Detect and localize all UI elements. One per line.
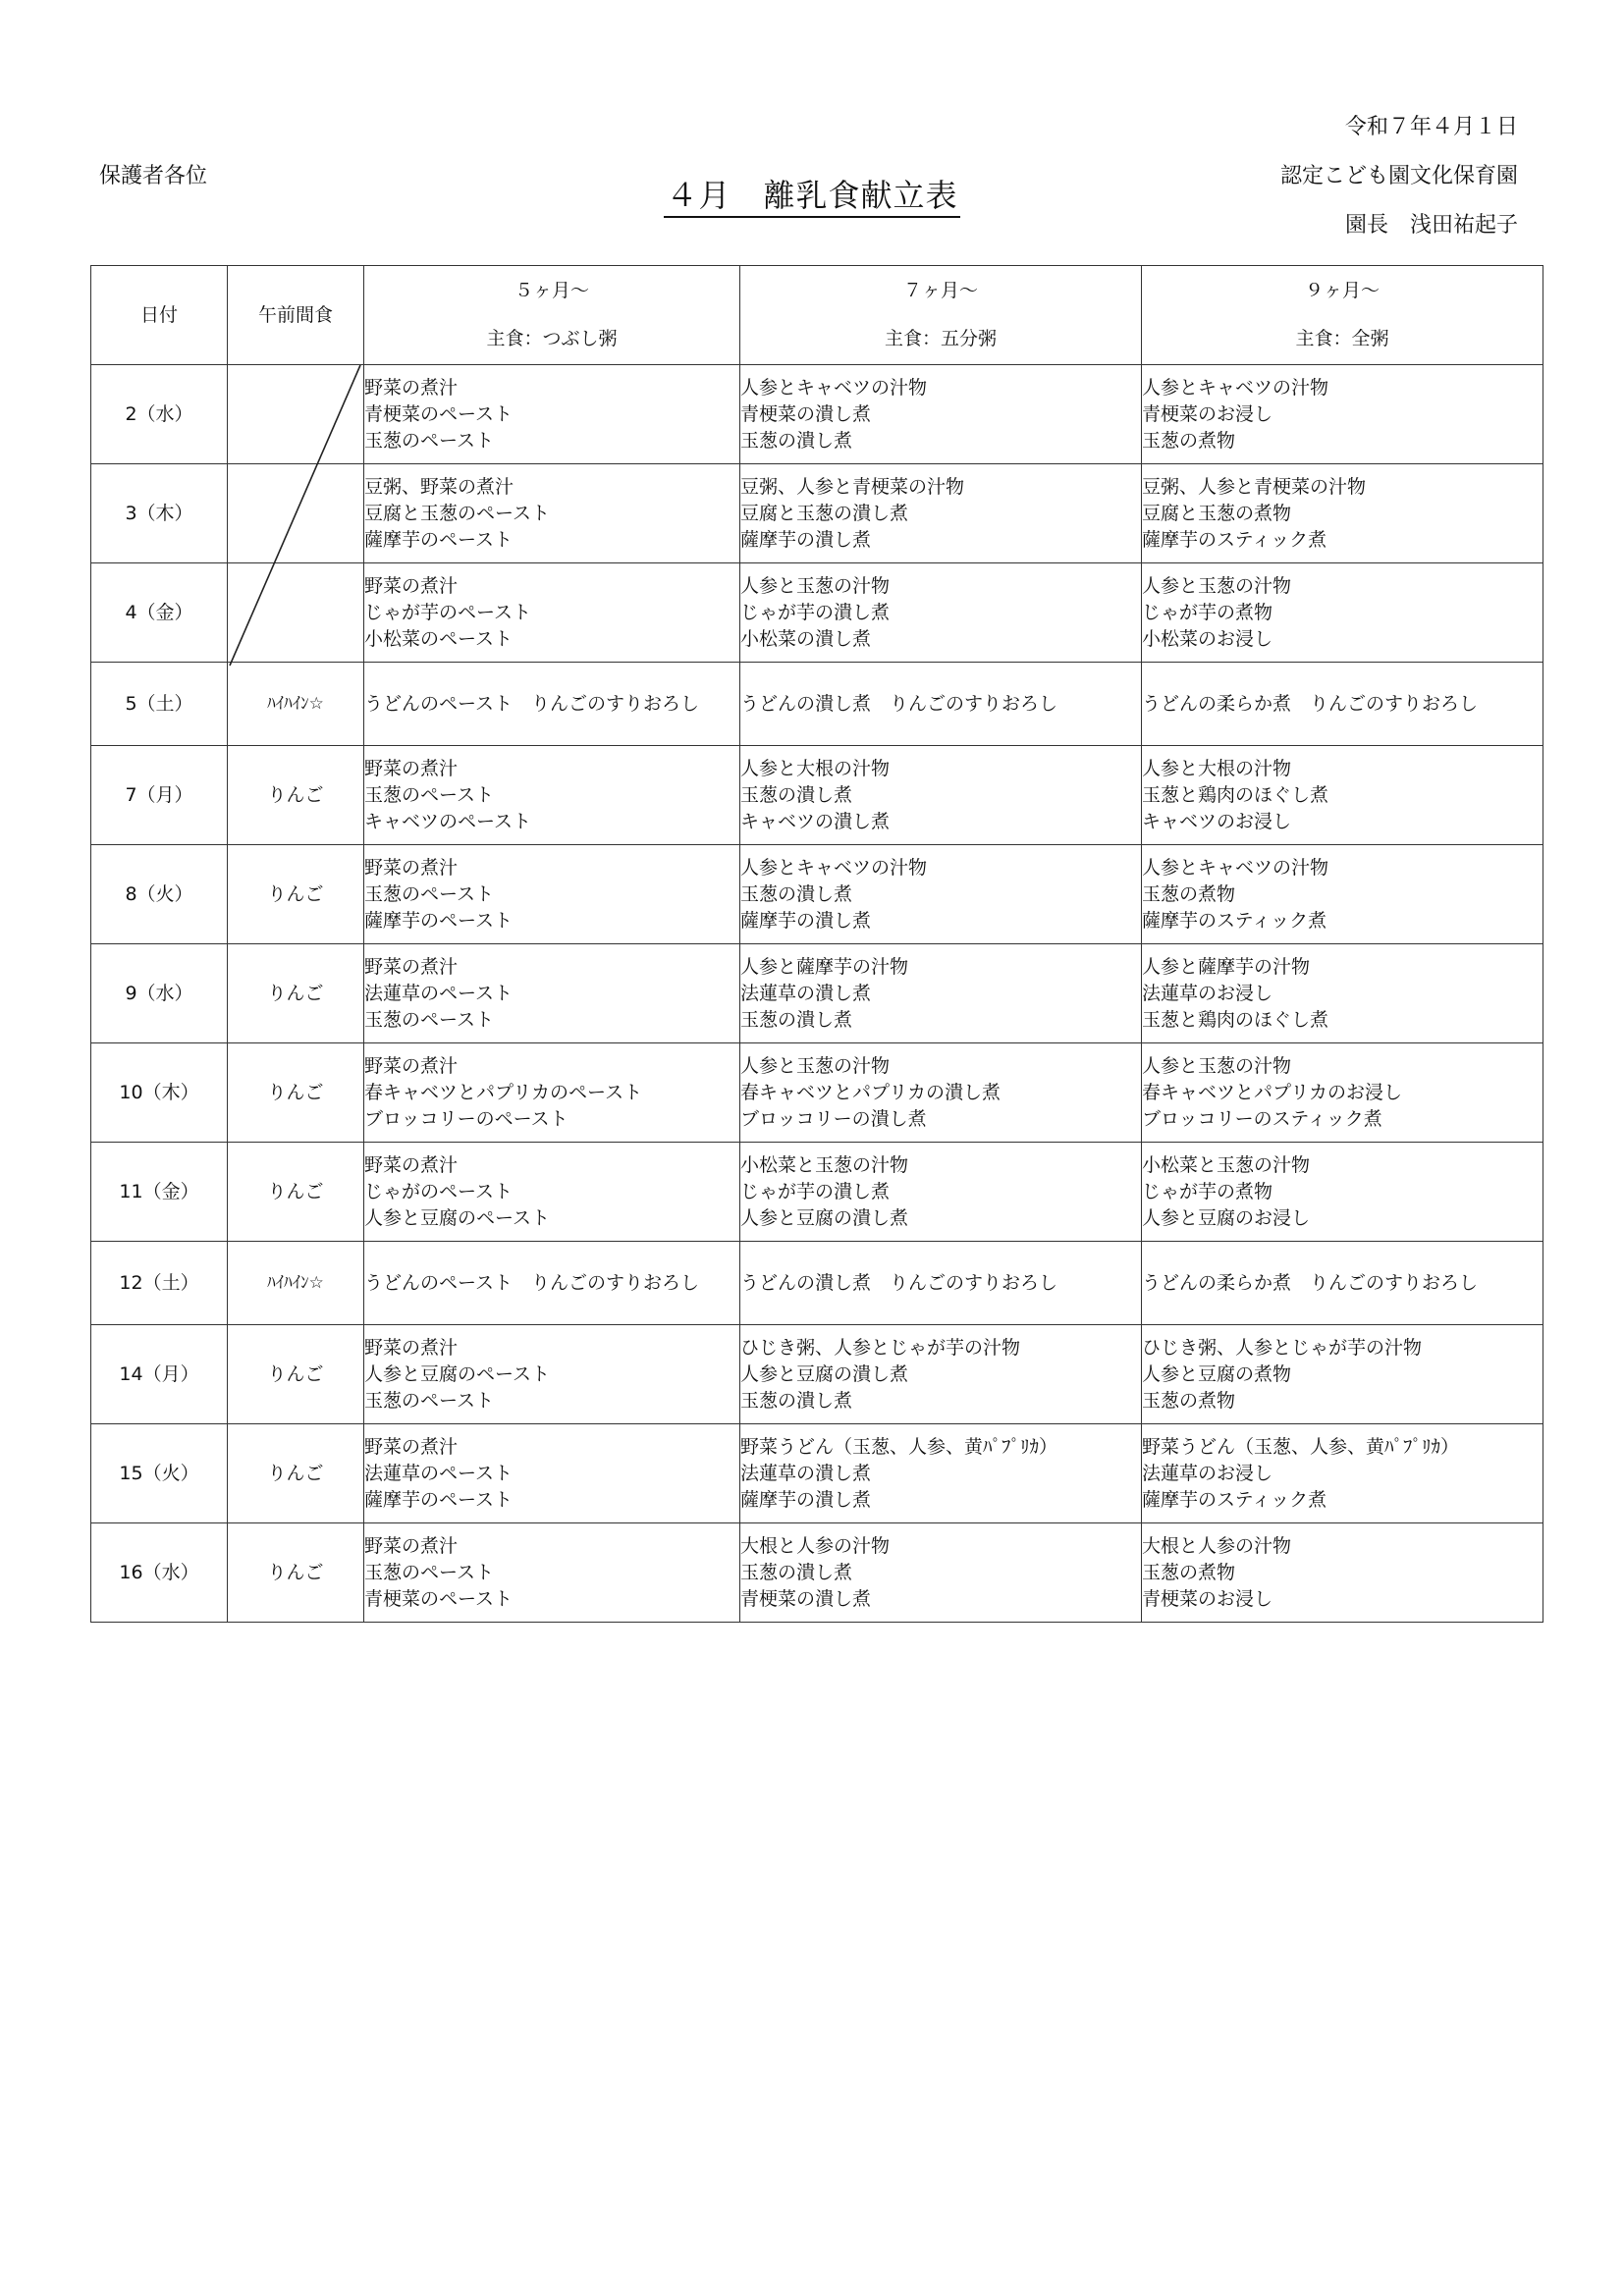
column-header-9-months bbox=[1142, 266, 1543, 365]
meal-item: 玉葱の潰し煮 bbox=[740, 1561, 853, 1583]
meal-item: 人参と薩摩芋の汁物 bbox=[1142, 955, 1311, 978]
meal-item: 豆腐と玉葱のペースト bbox=[364, 502, 551, 524]
meal-item: 青梗菜のペースト bbox=[364, 402, 514, 425]
page-title-wrapper bbox=[0, 171, 1624, 216]
row-date: 16（水） bbox=[91, 1523, 228, 1623]
meal-cell-m9 bbox=[1142, 1325, 1543, 1424]
meal-cell-m5 bbox=[364, 365, 740, 464]
meal-item: 人参と豆腐の潰し煮 bbox=[740, 1362, 909, 1385]
meal-cell-m7 bbox=[740, 365, 1142, 464]
column-header-5-months bbox=[364, 266, 740, 365]
meal-item: うどんのペースト りんごのすりおろし bbox=[364, 692, 700, 715]
meal-item: 春キャベツとパプリカの潰し煮 bbox=[740, 1081, 1001, 1103]
meal-item: 豆粥、野菜の煮汁 bbox=[364, 475, 514, 498]
meal-item: 法蓮草のペースト bbox=[364, 1462, 514, 1484]
meal-item: 人参とキャベツの汁物 bbox=[740, 376, 928, 399]
principal-name: 園長 浅田祐起子 bbox=[1344, 213, 1518, 238]
meal-item: ブロッコリーのペースト bbox=[364, 1107, 568, 1130]
meal-item: うどんの柔らか煮 りんごのすりおろし bbox=[1142, 692, 1479, 715]
meal-item: 玉葱のペースト bbox=[364, 429, 495, 452]
meal-cell-m7 bbox=[740, 1523, 1142, 1623]
no-snack-slash bbox=[227, 363, 363, 667]
table-header-row bbox=[91, 266, 1543, 365]
meal-cell-m7 bbox=[740, 944, 1142, 1043]
meal-item: 薩摩芋のペースト bbox=[364, 1488, 514, 1511]
meal-cell-m5 bbox=[364, 1424, 740, 1523]
meal-cell-m9 bbox=[1142, 746, 1543, 845]
meal-item: じゃが芋のペースト bbox=[364, 601, 532, 623]
meal-item: 法蓮草のお浸し bbox=[1142, 982, 1273, 1004]
meal-cell-m5 bbox=[364, 563, 740, 663]
row-date: 15（火） bbox=[91, 1424, 228, 1523]
meal-cell-m9 bbox=[1142, 1523, 1543, 1623]
meal-item: 人参と薩摩芋の汁物 bbox=[740, 955, 909, 978]
meal-item: 玉葱の煮物 bbox=[1142, 429, 1236, 452]
row-snack: ﾊｲﾊｲﾝ☆ bbox=[228, 1242, 364, 1325]
meal-item: キャベツのお浸し bbox=[1142, 810, 1292, 832]
meal-cell-m7 bbox=[740, 1043, 1142, 1143]
meal-cell-m7 bbox=[740, 1143, 1142, 1242]
meal-item: 玉葱のペースト bbox=[364, 1008, 495, 1031]
stage-age-label: ５ヶ月～ bbox=[514, 280, 589, 301]
table-row bbox=[91, 746, 1543, 845]
row-date: 8（火） bbox=[91, 845, 228, 944]
row-date: 4（金） bbox=[91, 563, 228, 663]
meal-item: 薩摩芋のスティック煮 bbox=[1142, 909, 1327, 932]
meal-item: 青梗菜の潰し煮 bbox=[740, 402, 872, 425]
meal-cell-m5 bbox=[364, 464, 740, 563]
meal-item: 玉葱と鶏肉のほぐし煮 bbox=[1142, 1008, 1329, 1031]
meal-item: 人参と豆腐のペースト bbox=[364, 1362, 551, 1385]
meal-item: 人参と豆腐の煮物 bbox=[1142, 1362, 1292, 1385]
meal-cell-m5 bbox=[364, 1523, 740, 1623]
meal-item: 人参とキャベツの汁物 bbox=[1142, 856, 1329, 879]
meal-item: 春キャベツとパプリカのお浸し bbox=[1142, 1081, 1403, 1103]
meal-cell-m9 bbox=[1142, 1043, 1543, 1143]
meal-item: 野菜の煮汁 bbox=[364, 1534, 459, 1557]
meal-cell-m7 bbox=[740, 563, 1142, 663]
row-snack: りんご bbox=[228, 1325, 364, 1424]
meal-cell-m7 bbox=[740, 1325, 1142, 1424]
meal-item: 人参と大根の汁物 bbox=[740, 757, 891, 779]
row-snack: りんご bbox=[228, 1523, 364, 1623]
meal-item: 薩摩芋のペースト bbox=[364, 528, 514, 551]
table-row bbox=[91, 944, 1543, 1043]
meal-cell-m9 bbox=[1142, 1242, 1543, 1325]
meal-item: 人参と豆腐の潰し煮 bbox=[740, 1206, 909, 1229]
meal-item: 野菜うどん（玉葱、人参、黄ﾊﾟﾌﾟﾘｶ） bbox=[740, 1435, 1058, 1458]
table-row bbox=[91, 845, 1543, 944]
meal-item: ひじき粥、人参とじゃが芋の汁物 bbox=[1142, 1336, 1423, 1359]
meal-cell-m5 bbox=[364, 746, 740, 845]
meal-item: 玉葱のペースト bbox=[364, 1389, 495, 1412]
table-row bbox=[91, 1325, 1543, 1424]
meal-item: 人参と豆腐のペースト bbox=[364, 1206, 551, 1229]
stage-age-label: ７ヶ月～ bbox=[902, 280, 978, 301]
stage-staple-label: 主食：五分粥 bbox=[884, 328, 997, 349]
meal-item: じゃが芋の潰し煮 bbox=[740, 601, 891, 623]
meal-item: 法蓮草の潰し煮 bbox=[740, 982, 872, 1004]
meal-cell-m7 bbox=[740, 1424, 1142, 1523]
meal-item: じゃが芋の煮物 bbox=[1142, 1180, 1273, 1202]
meal-item: 豆粥、人参と青梗菜の汁物 bbox=[1142, 475, 1367, 498]
stage-staple-label: 主食：つぶし粥 bbox=[486, 328, 618, 349]
row-snack: りんご bbox=[228, 944, 364, 1043]
meal-item: 青梗菜のお浸し bbox=[1142, 1587, 1273, 1610]
row-snack: りんご bbox=[228, 1143, 364, 1242]
meal-item: 豆粥、人参と青梗菜の汁物 bbox=[740, 475, 965, 498]
meal-item: 玉葱の潰し煮 bbox=[740, 783, 853, 806]
meal-item: 大根と人参の汁物 bbox=[1142, 1534, 1292, 1557]
table-row bbox=[91, 1043, 1543, 1143]
meal-cell-m7 bbox=[740, 663, 1142, 746]
meal-cell-m5 bbox=[364, 1325, 740, 1424]
meal-item: ブロッコリーのスティック煮 bbox=[1142, 1107, 1382, 1130]
meal-item: 薩摩芋の潰し煮 bbox=[740, 1488, 872, 1511]
meal-item: 大根と人参の汁物 bbox=[740, 1534, 891, 1557]
page-title: ４月 離乳食献立表 bbox=[664, 177, 959, 218]
meal-item: 薩摩芋の潰し煮 bbox=[740, 909, 872, 932]
column-header-date: 日付 bbox=[91, 266, 228, 365]
meal-cell-m9 bbox=[1142, 563, 1543, 663]
meal-item: 青梗菜の潰し煮 bbox=[740, 1587, 872, 1610]
row-date: 10（木） bbox=[91, 1043, 228, 1143]
meal-item: 野菜の煮汁 bbox=[364, 1054, 459, 1077]
meal-item: 薩摩芋のスティック煮 bbox=[1142, 1488, 1327, 1511]
meal-item: 野菜の煮汁 bbox=[364, 955, 459, 978]
meal-item: 玉葱の煮物 bbox=[1142, 1389, 1236, 1412]
meal-item: じゃがのペースト bbox=[364, 1180, 514, 1202]
meal-cell-m9 bbox=[1142, 1143, 1543, 1242]
meal-item: 野菜の煮汁 bbox=[364, 376, 459, 399]
meal-item: うどんの柔らか煮 りんごのすりおろし bbox=[1142, 1271, 1479, 1294]
meal-item: キャベツの潰し煮 bbox=[740, 810, 891, 832]
meal-cell-m5 bbox=[364, 845, 740, 944]
row-date: 9（水） bbox=[91, 944, 228, 1043]
meal-item: 小松菜のお浸し bbox=[1142, 627, 1273, 650]
meal-item: 玉葱の潰し煮 bbox=[740, 429, 853, 452]
meal-cell-m9 bbox=[1142, 464, 1543, 563]
row-snack: ﾊｲﾊｲﾝ☆ bbox=[228, 663, 364, 746]
meal-item: 青梗菜のお浸し bbox=[1142, 402, 1273, 425]
meal-item: 玉葱のペースト bbox=[364, 1561, 495, 1583]
meal-item: 玉葱のペースト bbox=[364, 882, 495, 905]
meal-item: 人参と玉葱の汁物 bbox=[1142, 1054, 1292, 1077]
school-name: 認定こども園文化保育園 bbox=[1279, 164, 1518, 188]
meal-item: 青梗菜のペースト bbox=[364, 1587, 514, 1610]
meal-cell-m9 bbox=[1142, 845, 1543, 944]
meal-item: じゃが芋の煮物 bbox=[1142, 601, 1273, 623]
meal-item: キャベツのペースト bbox=[364, 810, 532, 832]
meal-item: 野菜の煮汁 bbox=[364, 1435, 459, 1458]
row-snack: りんご bbox=[228, 746, 364, 845]
meal-item: 野菜の煮汁 bbox=[364, 1153, 459, 1176]
meal-item: 春キャベツとパプリカのペースト bbox=[364, 1081, 643, 1103]
meal-cell-m7 bbox=[740, 464, 1142, 563]
meal-cell-m7 bbox=[740, 1242, 1142, 1325]
meal-cell-m9 bbox=[1142, 944, 1543, 1043]
meal-item: 法蓮草のペースト bbox=[364, 982, 514, 1004]
meal-item: じゃが芋の潰し煮 bbox=[740, 1180, 891, 1202]
meal-item: 玉葱の煮物 bbox=[1142, 1561, 1236, 1583]
column-header-snack: 午前間食 bbox=[228, 266, 364, 365]
row-date: 5（土） bbox=[91, 663, 228, 746]
row-date: 14（月） bbox=[91, 1325, 228, 1424]
meal-item: 薩摩芋のペースト bbox=[364, 909, 514, 932]
table-row bbox=[91, 1424, 1543, 1523]
meal-item: 玉葱の潰し煮 bbox=[740, 1008, 853, 1031]
table-row bbox=[91, 663, 1543, 746]
meal-cell-m9 bbox=[1142, 1424, 1543, 1523]
meal-item: 小松菜のペースト bbox=[364, 627, 514, 650]
meal-item: うどんのペースト りんごのすりおろし bbox=[364, 1271, 700, 1294]
meal-item: うどんの潰し煮 りんごのすりおろし bbox=[740, 1271, 1058, 1294]
meal-item: 人参と豆腐のお浸し bbox=[1142, 1206, 1311, 1229]
meal-item: 野菜うどん（玉葱、人参、黄ﾊﾟﾌﾟﾘｶ） bbox=[1142, 1435, 1460, 1458]
table-row bbox=[91, 1523, 1543, 1623]
meal-item: 野菜の煮汁 bbox=[364, 574, 459, 597]
meal-cell-m5 bbox=[364, 1143, 740, 1242]
column-header-7-months bbox=[740, 266, 1142, 365]
recipient-greeting: 保護者各位 bbox=[99, 164, 208, 188]
row-date: 7（月） bbox=[91, 746, 228, 845]
meal-item: 玉葱の煮物 bbox=[1142, 882, 1236, 905]
meal-item: うどんの潰し煮 りんごのすりおろし bbox=[740, 692, 1058, 715]
row-date: 2（水） bbox=[91, 365, 228, 464]
meal-item: ひじき粥、人参とじゃが芋の汁物 bbox=[740, 1336, 1021, 1359]
meal-item: 玉葱の潰し煮 bbox=[740, 882, 853, 905]
meal-cell-m9 bbox=[1142, 663, 1543, 746]
meal-item: 人参とキャベツの汁物 bbox=[740, 856, 928, 879]
meal-item: 豆腐と玉葱の潰し煮 bbox=[740, 502, 909, 524]
meal-item: 玉葱の潰し煮 bbox=[740, 1389, 853, 1412]
meal-item: 法蓮草のお浸し bbox=[1142, 1462, 1273, 1484]
meal-item: 人参と玉葱の汁物 bbox=[1142, 574, 1292, 597]
meal-cell-m5 bbox=[364, 663, 740, 746]
meal-item: 薩摩芋の潰し煮 bbox=[740, 528, 872, 551]
meal-item: 小松菜と玉葱の汁物 bbox=[740, 1153, 909, 1176]
row-date: 11（金） bbox=[91, 1143, 228, 1242]
issue-date: 令和７年４月１日 bbox=[1344, 115, 1518, 139]
meal-item: 小松菜の潰し煮 bbox=[740, 627, 872, 650]
row-snack: りんご bbox=[228, 1043, 364, 1143]
row-date: 12（土） bbox=[91, 1242, 228, 1325]
meal-cell-m7 bbox=[740, 746, 1142, 845]
meal-item: 玉葱のペースト bbox=[364, 783, 495, 806]
table-row bbox=[91, 1242, 1543, 1325]
meal-item: 豆腐と玉葱の煮物 bbox=[1142, 502, 1292, 524]
stage-staple-label: 主食：全粥 bbox=[1295, 328, 1389, 349]
row-snack: りんご bbox=[228, 845, 364, 944]
meal-item: 人参と玉葱の汁物 bbox=[740, 574, 891, 597]
meal-item: 人参と大根の汁物 bbox=[1142, 757, 1292, 779]
table-row bbox=[91, 1143, 1543, 1242]
row-snack: りんご bbox=[228, 1424, 364, 1523]
meal-item: 小松菜と玉葱の汁物 bbox=[1142, 1153, 1311, 1176]
meal-item: 人参と玉葱の汁物 bbox=[740, 1054, 891, 1077]
meal-item: 薩摩芋のスティック煮 bbox=[1142, 528, 1327, 551]
meal-cell-m7 bbox=[740, 845, 1142, 944]
meal-item: 人参とキャベツの汁物 bbox=[1142, 376, 1329, 399]
meal-cell-m5 bbox=[364, 944, 740, 1043]
stage-age-label: ９ヶ月～ bbox=[1304, 280, 1380, 301]
meal-item: ブロッコリーの潰し煮 bbox=[740, 1107, 927, 1130]
meal-item: 野菜の煮汁 bbox=[364, 757, 459, 779]
meal-cell-m9 bbox=[1142, 365, 1543, 464]
meal-item: 野菜の煮汁 bbox=[364, 856, 459, 879]
meal-item: 法蓮草の潰し煮 bbox=[740, 1462, 872, 1484]
row-date: 3（木） bbox=[91, 464, 228, 563]
meal-item: 野菜の煮汁 bbox=[364, 1336, 459, 1359]
meal-cell-m5 bbox=[364, 1043, 740, 1143]
meal-item: 玉葱と鶏肉のほぐし煮 bbox=[1142, 783, 1329, 806]
meal-cell-m5 bbox=[364, 1242, 740, 1325]
